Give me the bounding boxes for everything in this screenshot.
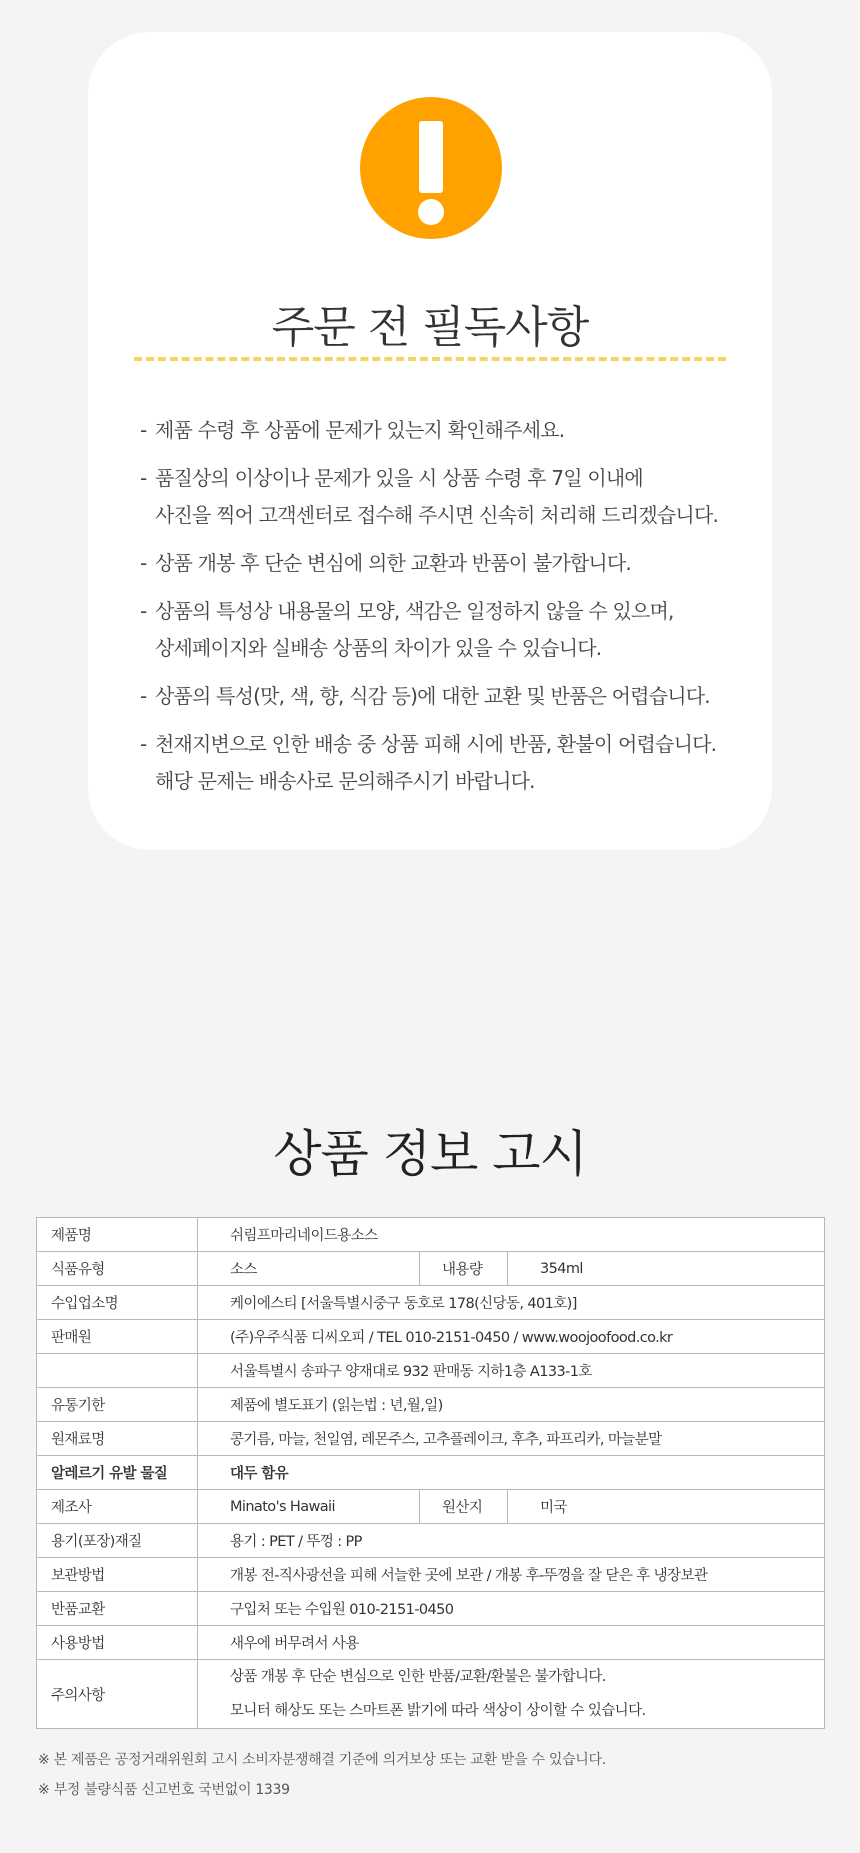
footnotes bbox=[38, 1745, 828, 1805]
row-label: 사용방법 bbox=[37, 1626, 198, 1660]
product-info-table bbox=[36, 1217, 825, 1729]
table-row bbox=[37, 1354, 825, 1388]
row-label: 제조사 bbox=[37, 1490, 198, 1524]
notice-item: - 품질상의 이상이나 문제가 있을 시 상품 수령 후 7일 이내에 사진을 찍어 고객센터로 접수해 주시면 신속히 처리해 드리겠습니다. bbox=[140, 466, 719, 527]
volume-label: 내용량 bbox=[420, 1252, 508, 1286]
origin-label: 원산지 bbox=[420, 1490, 508, 1524]
storage-value: 개봉 전-직사광선을 피해 서늘한 곳에 보관 / 개봉 후-뚜껑을 잘 닫은 후 냉장보관 bbox=[198, 1558, 825, 1592]
notice-item: - 상품의 특성(맛, 색, 향, 식감 등)에 대한 교환 및 반품은 어렵습니다. bbox=[140, 684, 710, 708]
row-label: 제품명 bbox=[37, 1218, 198, 1252]
table-row bbox=[37, 1524, 825, 1558]
row-label: 용기(포장)재질 bbox=[37, 1524, 198, 1558]
table-row bbox=[37, 1218, 825, 1252]
table-row bbox=[37, 1592, 825, 1626]
manufacturer-value: Minato's Hawaii bbox=[198, 1490, 420, 1524]
footnote: ※ 본 제품은 공정거래위원회 고시 소비자분쟁해결 기준에 의거보상 또는 교환 받을 수 있습니다. bbox=[38, 1752, 606, 1768]
usage-value: 새우에 버무려서 사용 bbox=[198, 1626, 825, 1660]
food-type-value: 소스 bbox=[198, 1252, 420, 1286]
volume-value: 354ml bbox=[508, 1252, 825, 1286]
origin-value: 미국 bbox=[508, 1490, 825, 1524]
footnote: ※ 부정 불량식품 신고번호 국번없이 1339 bbox=[38, 1782, 290, 1798]
table-row bbox=[37, 1388, 825, 1422]
expiry-value: 제품에 별도표기 (읽는법 : 년,월,일) bbox=[198, 1388, 825, 1422]
table-row bbox=[37, 1422, 825, 1456]
notice-list bbox=[140, 412, 750, 811]
row-label: 알레르기 유발 물질 bbox=[37, 1456, 198, 1490]
caution-line: 상품 개봉 후 단순 변심으로 인한 반품/교환/환불은 불가합니다. bbox=[230, 1669, 606, 1685]
dashed-divider bbox=[134, 357, 726, 361]
product-name-value: 쉬림프마리네이드용소스 bbox=[198, 1218, 825, 1252]
table-row bbox=[37, 1558, 825, 1592]
notice-item: - 상품 개봉 후 단순 변심에 의한 교환과 반품이 불가합니다. bbox=[140, 551, 631, 575]
table-row bbox=[37, 1286, 825, 1320]
row-label: 유통기한 bbox=[37, 1388, 198, 1422]
table-row bbox=[37, 1490, 825, 1524]
seller-address-value: 서울특별시 송파구 양재대로 932 판매동 지하1층 A133-1호 bbox=[198, 1354, 825, 1388]
row-label: 보관방법 bbox=[37, 1558, 198, 1592]
table-row bbox=[37, 1320, 825, 1354]
table-row bbox=[37, 1456, 825, 1490]
row-label: 반품교환 bbox=[37, 1592, 198, 1626]
table-row bbox=[37, 1626, 825, 1660]
row-label bbox=[37, 1354, 198, 1388]
row-label: 판매원 bbox=[37, 1320, 198, 1354]
row-label: 원재료명 bbox=[37, 1422, 198, 1456]
packaging-value: 용기 : PET / 뚜껑 : PP bbox=[198, 1524, 825, 1558]
importer-value: 케이에스티 [서울특별시중구 동호로 178(신당동, 401호)] bbox=[198, 1286, 825, 1320]
notice-card bbox=[88, 32, 772, 850]
exchange-value: 구입처 또는 수입원 010-2151-0450 bbox=[198, 1592, 825, 1626]
exclamation-icon bbox=[360, 97, 502, 239]
seller-value: (주)우주식품 디씨오피 / TEL 010-2151-0450 / www.woojoofood.co.kr bbox=[198, 1320, 825, 1354]
notice-title: 주문 전 필독사항 bbox=[271, 302, 589, 354]
caution-line: 모니터 해상도 또는 스마트폰 밝기에 따라 색상이 상이할 수 있습니다. bbox=[230, 1703, 646, 1719]
caution-value bbox=[198, 1660, 825, 1729]
table-row bbox=[37, 1660, 825, 1729]
product-info-title: 상품 정보 고시 bbox=[273, 1124, 587, 1183]
table-row bbox=[37, 1252, 825, 1286]
notice-item: - 천재지변으로 인한 배송 중 상품 피해 시에 반품, 환불이 어렵습니다. 해당 문제는 배송사로 문의해주시기 바랍니다. bbox=[140, 732, 717, 793]
row-label: 식품유형 bbox=[37, 1252, 198, 1286]
notice-item: - 제품 수령 후 상품에 문제가 있는지 확인해주세요. bbox=[140, 418, 565, 442]
notice-item: - 상품의 특성상 내용물의 모양, 색감은 일정하지 않을 수 있으며, 상세페이지와 실배송 상품의 차이가 있을 수 있습니다. bbox=[140, 599, 674, 660]
allergen-value: 대두 함유 bbox=[198, 1456, 825, 1490]
row-label: 주의사항 bbox=[37, 1660, 198, 1729]
row-label: 수입업소명 bbox=[37, 1286, 198, 1320]
ingredients-value: 콩기름, 마늘, 천일염, 레몬주스, 고추플레이크, 후추, 파프리카, 마늘분말 bbox=[198, 1422, 825, 1456]
